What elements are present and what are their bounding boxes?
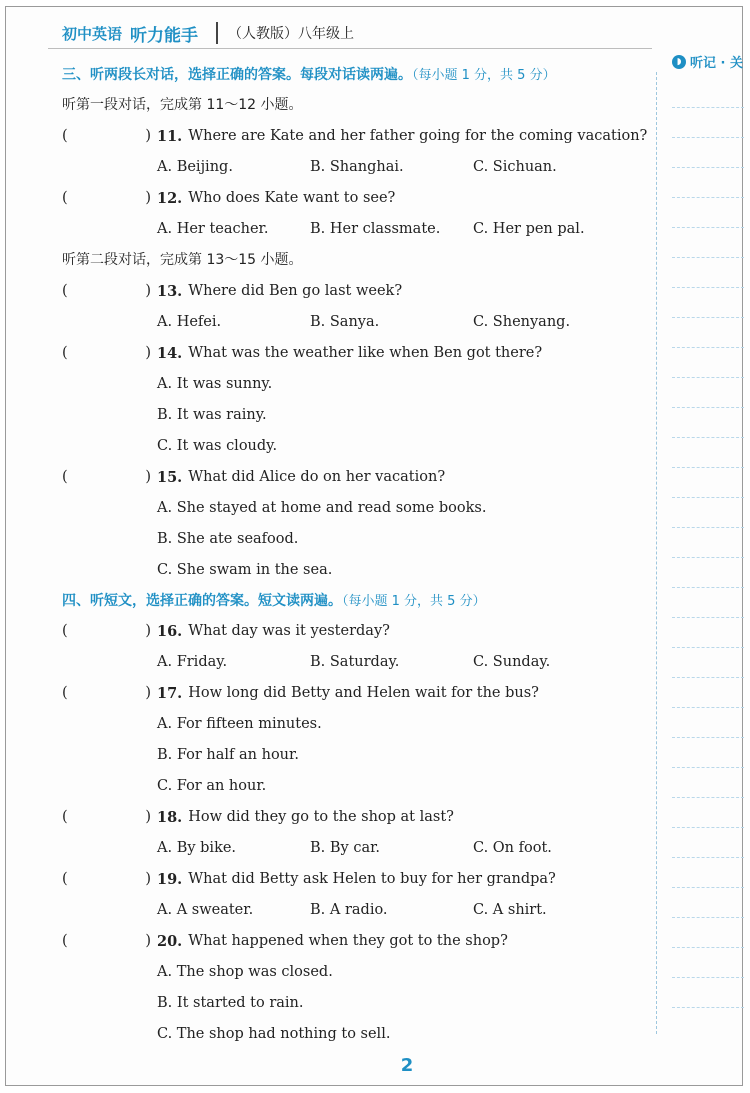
option-c: C. Sichuan. xyxy=(473,159,557,175)
option-a: A. By bike. xyxy=(157,840,237,856)
brand-title: 听力能手 xyxy=(130,25,199,46)
question-text: Where did Ben go last week? xyxy=(188,283,403,299)
question-number: 20. xyxy=(157,933,183,950)
note-line xyxy=(672,168,744,198)
option-b: B. Sanya. xyxy=(310,314,380,330)
option-c: C. Shenyang. xyxy=(473,314,571,330)
note-line xyxy=(672,378,744,408)
grade-label: （人教版）八年级上 xyxy=(228,26,355,42)
section-heading: 四、听短文，选择正确的答案。短文读两遍。 xyxy=(62,593,342,609)
option-b: B. A radio. xyxy=(310,902,388,918)
section-points: （每小题 1 分，共 5 分） xyxy=(342,594,486,609)
option-b: B. It was rainy. xyxy=(157,407,267,423)
question-text: What was the weather like when Ben got there? xyxy=(188,345,543,361)
options-row xyxy=(157,895,652,926)
question-12 xyxy=(62,183,652,214)
question-number: 13. xyxy=(157,283,183,300)
question-number: 15. xyxy=(157,469,183,486)
answer-blank[interactable]: ( ) xyxy=(62,469,151,485)
question-text: What day was it yesterday? xyxy=(188,623,390,639)
option-b: B. Shanghai. xyxy=(310,159,404,175)
option-a: A. A sweater. xyxy=(157,902,254,918)
note-line xyxy=(672,978,744,1008)
option-a: A. Beijing. xyxy=(157,159,233,175)
options-row xyxy=(157,214,652,245)
question-text: How did they go to the shop at last? xyxy=(188,809,454,825)
note-line xyxy=(672,948,744,978)
note-line xyxy=(672,618,744,648)
header-divider xyxy=(216,22,218,44)
note-line xyxy=(672,828,744,858)
note-line xyxy=(672,468,744,498)
option-c: C. A shirt. xyxy=(473,902,547,918)
question-number: 18. xyxy=(157,809,183,826)
page-header xyxy=(62,20,354,46)
note-line xyxy=(672,408,744,438)
note-line xyxy=(672,798,744,828)
note-line xyxy=(672,888,744,918)
note-line xyxy=(672,348,744,378)
group-intro: 听第一段对话，完成第 11～12 小题。 xyxy=(62,97,303,113)
section-title xyxy=(62,60,652,90)
section-points: （每小题 1 分，共 5 分） xyxy=(412,68,556,83)
ear-icon: ◗ xyxy=(672,55,686,69)
note-line xyxy=(672,768,744,798)
side-notes-label xyxy=(672,52,743,71)
question-number: 14. xyxy=(157,345,183,362)
note-line xyxy=(672,258,744,288)
answer-blank[interactable]: ( ) xyxy=(62,128,151,144)
page-number: 2 xyxy=(400,1055,414,1076)
question-text: What did Alice do on her vacation? xyxy=(188,469,446,485)
question-11 xyxy=(62,121,652,152)
options-row xyxy=(157,647,652,678)
option-a: A. She stayed at home and read some books. xyxy=(157,500,487,516)
option-b: B. Her classmate. xyxy=(310,221,441,237)
option-c: C. It was cloudy. xyxy=(157,438,278,454)
answer-blank[interactable]: ( ) xyxy=(62,345,151,361)
note-line xyxy=(672,588,744,618)
section-heading: 三、听两段长对话，选择正确的答案。每段对话读两遍。 xyxy=(62,67,412,83)
note-line xyxy=(672,228,744,258)
note-line xyxy=(672,708,744,738)
question-18 xyxy=(62,802,652,833)
notes-lines xyxy=(672,78,744,1028)
question-20 xyxy=(62,926,652,957)
question-text: Where are Kate and her father going for the coming vacation? xyxy=(188,128,648,144)
note-line xyxy=(672,318,744,348)
notes-divider xyxy=(656,72,657,1034)
side-notes-text: 听记 · 关 xyxy=(690,56,743,71)
note-line xyxy=(672,858,744,888)
option-b: B. She ate seafood. xyxy=(157,531,299,547)
note-line xyxy=(672,138,744,168)
answer-blank[interactable]: ( ) xyxy=(62,623,151,639)
option-c: C. For an hour. xyxy=(157,778,267,794)
answer-blank[interactable]: ( ) xyxy=(62,283,151,299)
note-line xyxy=(672,738,744,768)
note-line xyxy=(672,918,744,948)
answer-blank[interactable]: ( ) xyxy=(62,933,151,949)
answer-blank[interactable]: ( ) xyxy=(62,190,151,206)
option-a: A. For fifteen minutes. xyxy=(157,716,322,732)
option-a: A. Her teacher. xyxy=(157,221,269,237)
option-b: B. It started to rain. xyxy=(157,995,304,1011)
note-line xyxy=(672,558,744,588)
options-row xyxy=(157,152,652,183)
answer-blank[interactable]: ( ) xyxy=(62,685,151,701)
option-b: B. Saturday. xyxy=(310,654,400,670)
option-a: A. Hefei. xyxy=(157,314,222,330)
note-line xyxy=(672,528,744,558)
option-c: C. Sunday. xyxy=(473,654,551,670)
series-title: 初中英语 xyxy=(62,24,123,43)
answer-blank[interactable]: ( ) xyxy=(62,809,151,825)
option-b: B. By car. xyxy=(310,840,381,856)
note-line xyxy=(672,678,744,708)
question-number: 11. xyxy=(157,128,183,145)
question-17 xyxy=(62,678,652,709)
question-16 xyxy=(62,616,652,647)
question-number: 12. xyxy=(157,190,183,207)
option-c: C. She swam in the sea. xyxy=(157,562,333,578)
question-number: 16. xyxy=(157,623,183,640)
question-19 xyxy=(62,864,652,895)
option-a: A. The shop was closed. xyxy=(157,964,333,980)
note-line xyxy=(672,78,744,108)
question-15 xyxy=(62,462,652,493)
question-text: How long did Betty and Helen wait for the bus? xyxy=(188,685,539,701)
question-text: What did Betty ask Helen to buy for her grandpa? xyxy=(188,871,556,887)
option-c: C. On foot. xyxy=(473,840,552,856)
options-row xyxy=(157,307,652,338)
option-a: A. It was sunny. xyxy=(157,376,273,392)
note-line xyxy=(672,198,744,228)
options-row xyxy=(157,833,652,864)
option-c: C. The shop had nothing to sell. xyxy=(157,1026,391,1042)
note-line xyxy=(672,438,744,468)
question-14 xyxy=(62,338,652,369)
option-b: B. For half an hour. xyxy=(157,747,299,763)
question-number: 17. xyxy=(157,685,183,702)
note-line xyxy=(672,648,744,678)
question-13 xyxy=(62,276,652,307)
question-number: 19. xyxy=(157,871,183,888)
answer-blank[interactable]: ( ) xyxy=(62,871,151,887)
option-a: A. Friday. xyxy=(157,654,228,670)
note-line xyxy=(672,108,744,138)
option-c: C. Her pen pal. xyxy=(473,221,585,237)
section-title xyxy=(62,586,652,616)
note-line xyxy=(672,498,744,528)
header-rule xyxy=(48,48,652,49)
question-text: What happened when they got to the shop? xyxy=(188,933,508,949)
group-intro: 听第二段对话，完成第 13～15 小题。 xyxy=(62,252,303,268)
exam-content xyxy=(62,60,652,1050)
note-line xyxy=(672,288,744,318)
question-text: Who does Kate want to see? xyxy=(188,190,396,206)
